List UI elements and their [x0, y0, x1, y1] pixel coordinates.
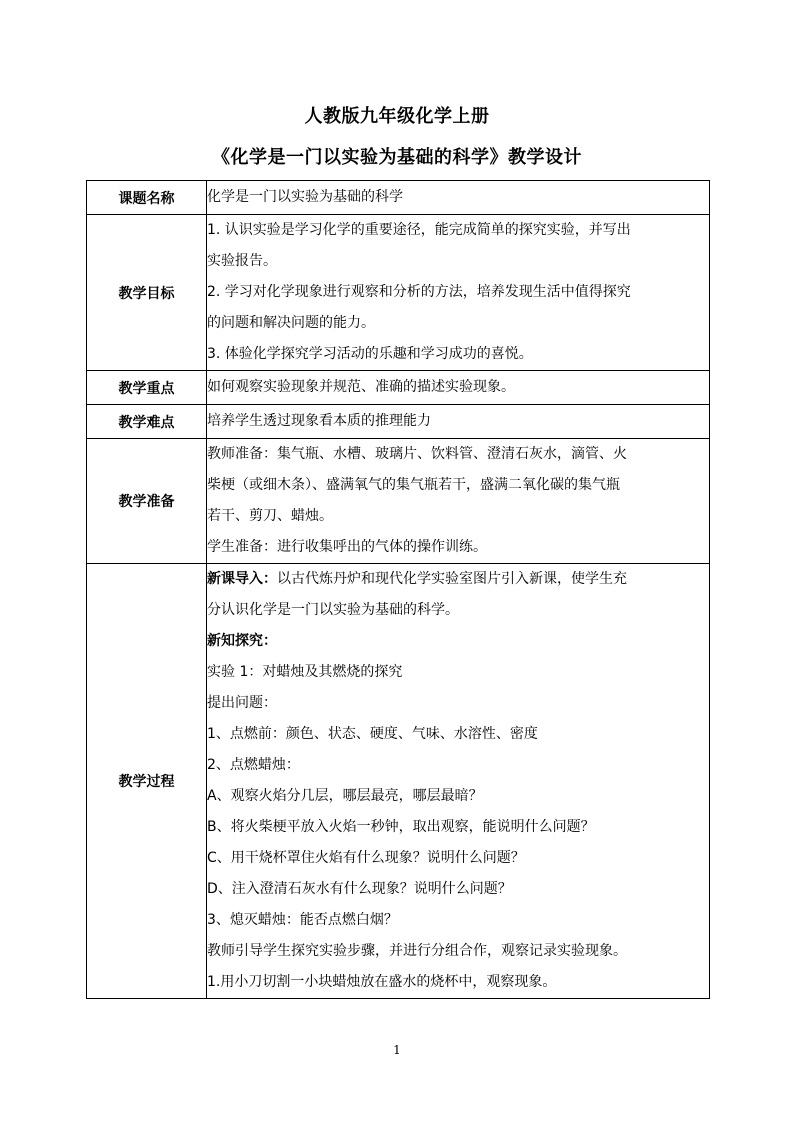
objective-line: 1. 认识实验是学习化学的重要途径，能完成简单的探究实验，并写出	[207, 222, 631, 238]
row-label-objectives: 教学目标	[87, 215, 207, 371]
topic-text: 化学是一门以实验为基础的科学	[207, 189, 403, 205]
row-label-difficulties: 教学难点	[87, 405, 207, 439]
table-row-topic	[87, 181, 710, 215]
intro-heading: 新课导入：	[207, 571, 277, 587]
process-line: C、用干烧杯罩住火焰有什么现象？说明什么问题？	[207, 850, 525, 866]
objective-line: 实验报告。	[207, 253, 277, 269]
document-title: 人教版九年级化学上册	[304, 106, 490, 127]
intro-text: 以古代炼丹炉和现代化学实验室图片引入新课，使学生充	[277, 571, 627, 587]
explore-heading: 新知探究：	[207, 633, 277, 649]
row-label-process: 教学过程	[87, 564, 207, 999]
row-label-key-points: 教学重点	[87, 371, 207, 405]
row-content-key-points	[207, 371, 710, 405]
row-content-preparation	[207, 439, 710, 564]
preparation-line: 学生准备：进行收集呼出的气体的操作训练。	[207, 539, 487, 555]
row-content-difficulties	[207, 405, 710, 439]
table-row-preparation	[87, 439, 710, 564]
process-line: B、将火柴梗平放入火焰一秒钟，取出观察，能说明什么问题？	[207, 819, 595, 835]
row-label-topic: 课题名称	[87, 181, 207, 215]
table-row-difficulties	[87, 405, 710, 439]
process-intro-line	[207, 564, 709, 595]
row-content-topic	[207, 181, 710, 215]
objective-line: 3. 体验化学探究学习活动的乐趣和学习成功的喜悦。	[207, 346, 533, 362]
lesson-plan-table	[86, 180, 710, 999]
process-line: D、注入澄清石灰水有什么现象？说明什么问题？	[207, 881, 512, 897]
process-line: 提出问题：	[207, 695, 277, 711]
process-line: 教师引导学生探究实验步骤，并进行分组合作，观察记录实验现象。	[207, 943, 627, 959]
difficulties-text: 培养学生透过现象看本质的推理能力	[207, 413, 431, 429]
objective-line: 2. 学习对化学现象进行观察和分析的方法，培养发现生活中值得探究	[207, 284, 631, 300]
table-row-objectives	[87, 215, 710, 371]
table-row-process	[87, 564, 710, 999]
objective-line: 的问题和解决问题的能力。	[207, 315, 375, 331]
table-row-key-points	[87, 371, 710, 405]
process-line: 3、熄灭蜡烛：能否点燃白烟？	[207, 912, 398, 928]
page-number: 1	[393, 1043, 401, 1057]
process-intro-line: 分认识化学是一门以实验为基础的科学。	[207, 602, 459, 618]
key-points-text: 如何观察实验现象并规范、准确的描述实验现象。	[207, 379, 515, 395]
row-content-process	[207, 564, 710, 999]
process-line: 1、点燃前：颜色、状态、硬度、气味、水溶性、密度	[207, 726, 538, 742]
preparation-line: 柴梗（或细木条）、盛满氧气的集气瓶若干，盛满二氧化碳的集气瓶	[207, 477, 620, 493]
process-line: 2、点燃蜡烛：	[207, 757, 300, 773]
process-line: 实验 1：对蜡烛及其燃烧的探究	[207, 664, 403, 680]
row-label-preparation: 教学准备	[87, 439, 207, 564]
preparation-line: 教师准备：集气瓶、水槽、玻璃片、饮料管、澄清石灰水，滴管、火	[207, 446, 627, 462]
document-subtitle: 《化学是一门以实验为基础的科学》教学设计	[212, 147, 582, 168]
row-content-objectives	[207, 215, 710, 371]
process-line: A、观察火焰分几层，哪层最亮，哪层最暗？	[207, 788, 483, 804]
preparation-line: 若干、剪刀、蜡烛。	[207, 508, 333, 524]
process-line: 1.用小刀切割一小块蜡烛放在盛水的烧杯中，观察现象。	[207, 974, 557, 990]
